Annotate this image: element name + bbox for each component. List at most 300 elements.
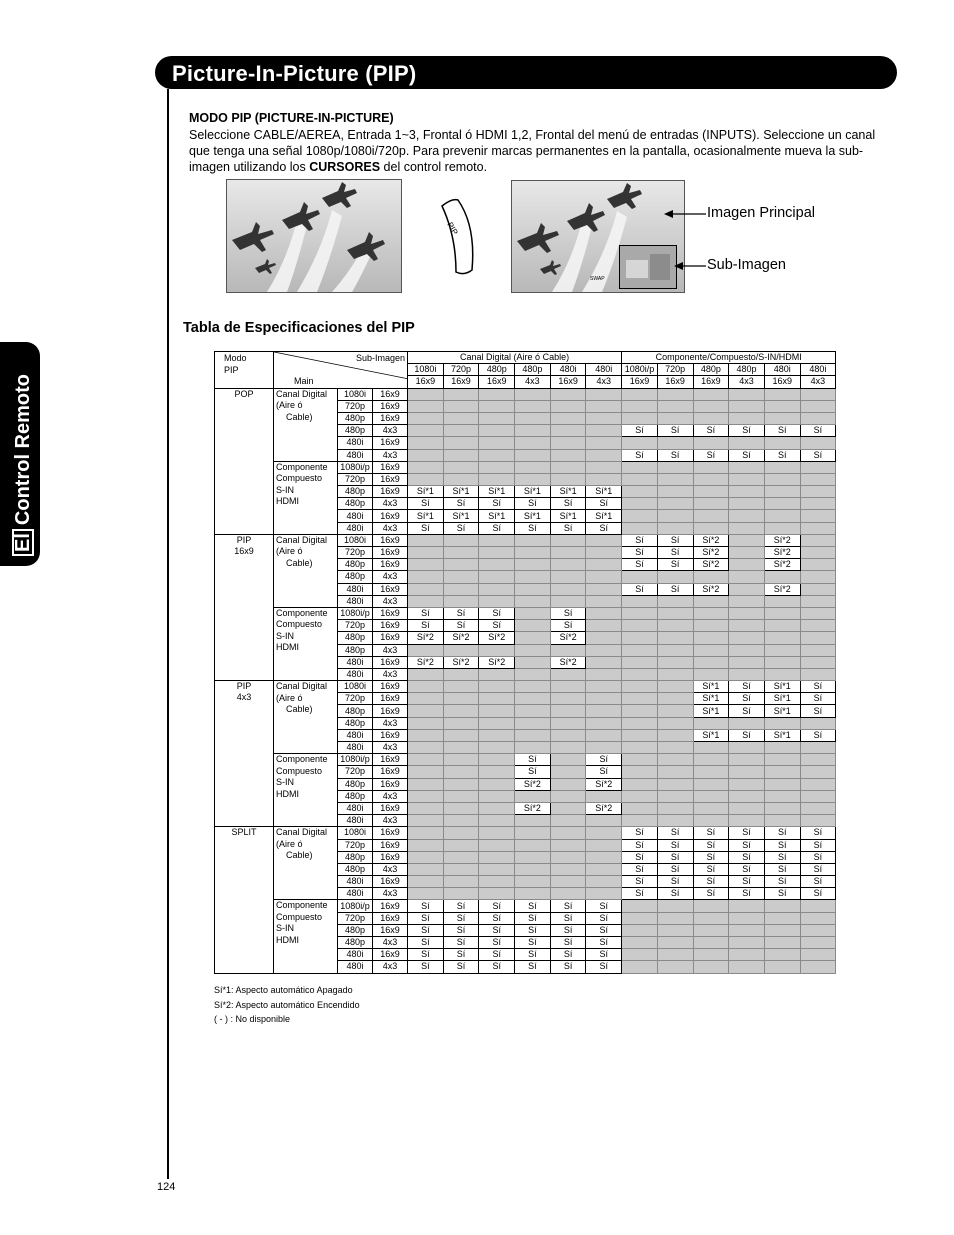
compat-cell [693,802,729,814]
compat-cell [622,742,658,754]
compat-cell [550,778,586,790]
compat-cell [800,461,836,473]
source-name [274,388,338,461]
compat-cell [764,437,800,449]
column-header: 16x9 [693,376,729,388]
source-line: (Aire ó [276,692,303,703]
compat-cell: Sí [479,937,515,949]
modo-header [215,352,274,389]
compat-cell [550,412,586,424]
compat-cell [408,461,444,473]
compat-cell [729,790,765,802]
compat-cell [693,486,729,498]
compat-cell: Sí [622,839,658,851]
compat-cell [586,790,622,802]
compat-cell [443,851,479,863]
note-3: ( - ) : No disponible [214,1014,291,1024]
compat-cell [550,766,586,778]
compat-cell [693,522,729,534]
compat-cell [622,924,658,936]
compat-cell [800,778,836,790]
compat-cell [515,461,551,473]
compat-cell [764,607,800,619]
compat-cell [693,437,729,449]
compat-cell: Sí [693,425,729,437]
compat-cell [550,547,586,559]
compat-cell [693,754,729,766]
compat-cell: Sí*2 [693,534,729,546]
source-line: HDMI [276,496,299,507]
compat-cell: Sí [443,900,479,912]
compat-cell [408,571,444,583]
compat-cell [443,425,479,437]
compat-cell: Sí [408,924,444,936]
compat-cell [408,681,444,693]
main-resolution: 480i [338,815,373,827]
main-resolution: 480i [338,437,373,449]
compat-cell: Sí*1 [550,486,586,498]
compat-cell [550,705,586,717]
compat-cell [622,912,658,924]
source-line: Canal Digital [276,534,328,545]
compat-cell [622,681,658,693]
column-header: 480p [729,364,765,376]
compat-cell [408,547,444,559]
compat-cell [586,888,622,900]
compat-cell [443,790,479,802]
compat-cell: Sí*2 [408,632,444,644]
compat-cell: Sí*1 [586,486,622,498]
compat-cell: Sí [515,924,551,936]
callout-arrows [660,200,710,280]
main-resolution: 480i [338,876,373,888]
compat-cell: Sí [657,863,693,875]
compat-cell [657,937,693,949]
compat-cell: Sí*1 [693,681,729,693]
column-header: 16x9 [443,376,479,388]
compat-cell: Sí*2 [479,632,515,644]
compat-cell [479,547,515,559]
compat-cell [479,754,515,766]
compat-cell: Sí [657,851,693,863]
compat-cell [408,863,444,875]
compat-cell: Sí [515,900,551,912]
compat-cell [408,668,444,680]
compat-cell [764,668,800,680]
compat-cell [443,863,479,875]
compat-cell: Sí [764,876,800,888]
compat-cell [657,790,693,802]
compat-cell [586,839,622,851]
column-header: 4x3 [515,376,551,388]
main-resolution: 480p [338,924,373,936]
compat-cell [764,461,800,473]
compat-cell [479,888,515,900]
compat-cell [479,388,515,400]
compat-cell: Sí [800,876,836,888]
main-resolution: 480p [338,705,373,717]
source-line: Compuesto [276,911,323,922]
main-resolution: 480p [338,498,373,510]
compat-cell: Sí [622,863,658,875]
compat-cell: Sí [800,449,836,461]
source-line: Componente [276,461,328,472]
compat-cell [764,412,800,424]
compat-cell [550,559,586,571]
main-aspect: 4x3 [373,571,408,583]
compat-cell [622,693,658,705]
compat-cell [515,473,551,485]
compat-cell [729,802,765,814]
compat-cell: Sí [800,839,836,851]
compat-cell [657,815,693,827]
compat-cell: Sí [443,498,479,510]
compat-cell: Sí [622,851,658,863]
source-line: Cable) [286,557,313,568]
compat-cell [443,742,479,754]
compat-cell [693,412,729,424]
swap-label: SWAP [590,276,605,282]
compat-cell [729,717,765,729]
compat-cell: Sí [657,827,693,839]
compat-cell [443,547,479,559]
main-aspect: 4x3 [373,717,408,729]
compat-cell [515,790,551,802]
compat-cell [443,571,479,583]
compat-cell [800,790,836,802]
table-row [215,461,836,473]
compat-cell: Sí [800,863,836,875]
compat-cell: Sí [443,961,479,973]
source-name [274,607,338,680]
main-aspect: 16x9 [373,473,408,485]
compat-cell [479,681,515,693]
compat-cell [586,425,622,437]
compat-cell [764,656,800,668]
compat-cell: Sí [657,876,693,888]
compat-cell [586,595,622,607]
compat-cell [586,583,622,595]
main-resolution: 480p [338,851,373,863]
compat-cell: Sí [443,912,479,924]
main-aspect: 16x9 [373,607,408,619]
compat-cell [729,498,765,510]
compat-cell: Sí [408,949,444,961]
compat-cell: Sí [764,425,800,437]
main-resolution: 1080i/p [338,607,373,619]
compat-cell: Sí [515,498,551,510]
compat-cell [764,400,800,412]
compat-cell [408,705,444,717]
compat-cell [586,437,622,449]
compat-cell: Sí*2 [693,559,729,571]
compat-cell [515,388,551,400]
compat-cell [657,668,693,680]
compat-cell [408,425,444,437]
pip-remote-button[interactable] [438,196,480,276]
compat-cell [764,778,800,790]
compat-cell [443,534,479,546]
compat-cell: Sí [800,851,836,863]
compat-cell: Sí*2 [764,559,800,571]
source-line: (Aire ó [276,838,303,849]
compat-cell: Sí*1 [693,729,729,741]
compat-cell [515,449,551,461]
source-line: Componente [276,754,328,765]
compat-cell [443,766,479,778]
compat-cell [408,644,444,656]
main-aspect: 16x9 [373,620,408,632]
compat-cell: Sí [550,607,586,619]
compat-cell: Sí [515,961,551,973]
compat-cell [657,656,693,668]
main-aspect: 16x9 [373,547,408,559]
source-name [274,827,338,900]
compat-cell [693,461,729,473]
compat-cell: Sí [657,583,693,595]
compat-cell [729,949,765,961]
compat-cell [800,437,836,449]
compat-cell: Sí [764,827,800,839]
compat-cell [622,437,658,449]
compat-cell [622,802,658,814]
compat-cell [550,437,586,449]
compat-cell: Sí*1 [550,510,586,522]
compat-cell [586,571,622,583]
main-aspect: 16x9 [373,583,408,595]
header-row [215,352,836,364]
compat-cell [729,534,765,546]
main-aspect: 16x9 [373,851,408,863]
source-line: Canal Digital [276,388,328,399]
column-header: 16x9 [479,376,515,388]
compat-cell [800,620,836,632]
compat-cell [515,668,551,680]
sub-imagen-label: Sub-Imagen [356,353,406,363]
compat-cell: Sí [693,888,729,900]
compat-cell [622,790,658,802]
compat-cell [550,790,586,802]
compat-cell [479,595,515,607]
main-resolution: 720p [338,473,373,485]
main-resolution: 480p [338,644,373,656]
column-header: 720p [657,364,693,376]
compat-cell [515,656,551,668]
compat-cell [657,742,693,754]
compat-cell: Sí [550,498,586,510]
compat-cell [800,595,836,607]
side-tab-text: Control Remoto [12,374,34,526]
compat-cell [729,559,765,571]
compat-cell [550,644,586,656]
compat-cell: Sí*2 [764,534,800,546]
compat-cell [622,754,658,766]
compat-cell: Sí [443,924,479,936]
main-aspect: 16x9 [373,632,408,644]
compat-cell [800,534,836,546]
compat-cell [443,461,479,473]
compat-cell [693,644,729,656]
compat-cell [515,876,551,888]
compat-cell [408,766,444,778]
compat-cell [693,668,729,680]
column-header: 16x9 [622,376,658,388]
compat-cell: Sí [729,693,765,705]
compat-cell [479,412,515,424]
compat-cell: Sí [622,583,658,595]
note-2: Sí*2: Aspecto automático Encendido [214,999,360,1010]
source-line: S-IN [276,630,294,641]
compat-cell [443,839,479,851]
compat-cell [764,912,800,924]
compat-cell [586,559,622,571]
compat-cell [657,705,693,717]
compat-cell [515,607,551,619]
compat-cell: Sí [764,449,800,461]
compat-cell [479,425,515,437]
source-line: S-IN [276,777,294,788]
main-aspect: 16x9 [373,461,408,473]
compat-cell [586,644,622,656]
compat-cell [657,681,693,693]
compat-cell [657,461,693,473]
source-line: HDMI [276,642,299,653]
compat-cell [586,620,622,632]
compat-cell [479,400,515,412]
compat-cell [693,790,729,802]
compat-cell: Sí [443,949,479,961]
main-aspect: 16x9 [373,705,408,717]
compat-cell [657,486,693,498]
compat-cell [693,924,729,936]
compat-cell [764,644,800,656]
source-line: S-IN [276,484,294,495]
compat-cell [729,437,765,449]
main-aspect: 16x9 [373,900,408,912]
main-aspect: 16x9 [373,559,408,571]
compat-cell [657,522,693,534]
page-title: Picture-In-Picture (PIP) [172,61,417,86]
pip-button-label: PIP [445,220,460,237]
compat-cell [550,888,586,900]
compat-cell [800,522,836,534]
compat-cell [800,632,836,644]
group-digital-header: Canal Digital (Aire ó Cable) [408,352,622,364]
compat-cell: Sí [693,827,729,839]
compat-cell [479,827,515,839]
compat-cell [693,949,729,961]
main-aspect: 4x3 [373,742,408,754]
compat-cell [586,632,622,644]
compat-cell [622,461,658,473]
compat-cell [479,851,515,863]
compat-cell: Sí [622,888,658,900]
compat-cell [764,595,800,607]
main-resolution: 480i [338,802,373,814]
compat-cell: Sí [586,912,622,924]
compat-cell [408,742,444,754]
compat-cell [622,961,658,973]
compat-cell [479,778,515,790]
compat-cell [729,461,765,473]
main-aspect: 4x3 [373,449,408,461]
compat-cell [729,961,765,973]
compat-cell [479,473,515,485]
compat-cell [586,668,622,680]
compat-cell: Sí*2 [443,656,479,668]
compat-cell: Sí [550,924,586,936]
compat-cell [443,388,479,400]
column-header: 1080i/p [622,364,658,376]
compat-cell: Sí [479,924,515,936]
compat-cell [479,876,515,888]
compat-cell [550,400,586,412]
compat-cell [408,583,444,595]
side-tab-label [8,332,38,564]
compat-cell [515,632,551,644]
compat-cell: Sí*1 [443,486,479,498]
compat-cell [764,717,800,729]
compat-cell: Sí [443,620,479,632]
compat-cell [586,400,622,412]
compat-cell: Sí [443,607,479,619]
compat-cell [729,486,765,498]
source-line: Canal Digital [276,681,328,692]
compat-cell [443,815,479,827]
column-header: 480p [479,364,515,376]
compat-cell: Sí [550,900,586,912]
compat-cell: Sí*1 [693,693,729,705]
main-resolution: 720p [338,766,373,778]
compat-cell [479,742,515,754]
main-aspect: 4x3 [373,668,408,680]
compat-cell: Sí [515,766,551,778]
compat-cell [408,693,444,705]
compat-cell [693,961,729,973]
compat-cell: Sí*1 [764,693,800,705]
compat-cell [586,412,622,424]
compat-cell [550,815,586,827]
compat-cell [550,742,586,754]
compat-cell: Sí [657,559,693,571]
compat-cell [729,510,765,522]
compat-cell [693,778,729,790]
compat-cell [479,449,515,461]
main-resolution: 480p [338,937,373,949]
compat-cell [693,937,729,949]
compat-cell [408,412,444,424]
compat-cell [443,754,479,766]
compat-cell: Sí [729,449,765,461]
compat-cell [622,778,658,790]
compat-cell: Sí [729,425,765,437]
compat-cell: Sí [586,498,622,510]
compat-cell [550,583,586,595]
compat-cell [586,693,622,705]
compat-cell [657,400,693,412]
compat-cell [479,534,515,546]
column-header: 480i [764,364,800,376]
compat-cell: Sí [729,681,765,693]
compat-cell [550,851,586,863]
compat-cell: Sí*1 [764,705,800,717]
compat-cell [622,937,658,949]
compat-cell [550,571,586,583]
compat-cell [729,620,765,632]
source-line: Compuesto [276,765,323,776]
compat-cell [657,729,693,741]
compat-cell [800,949,836,961]
